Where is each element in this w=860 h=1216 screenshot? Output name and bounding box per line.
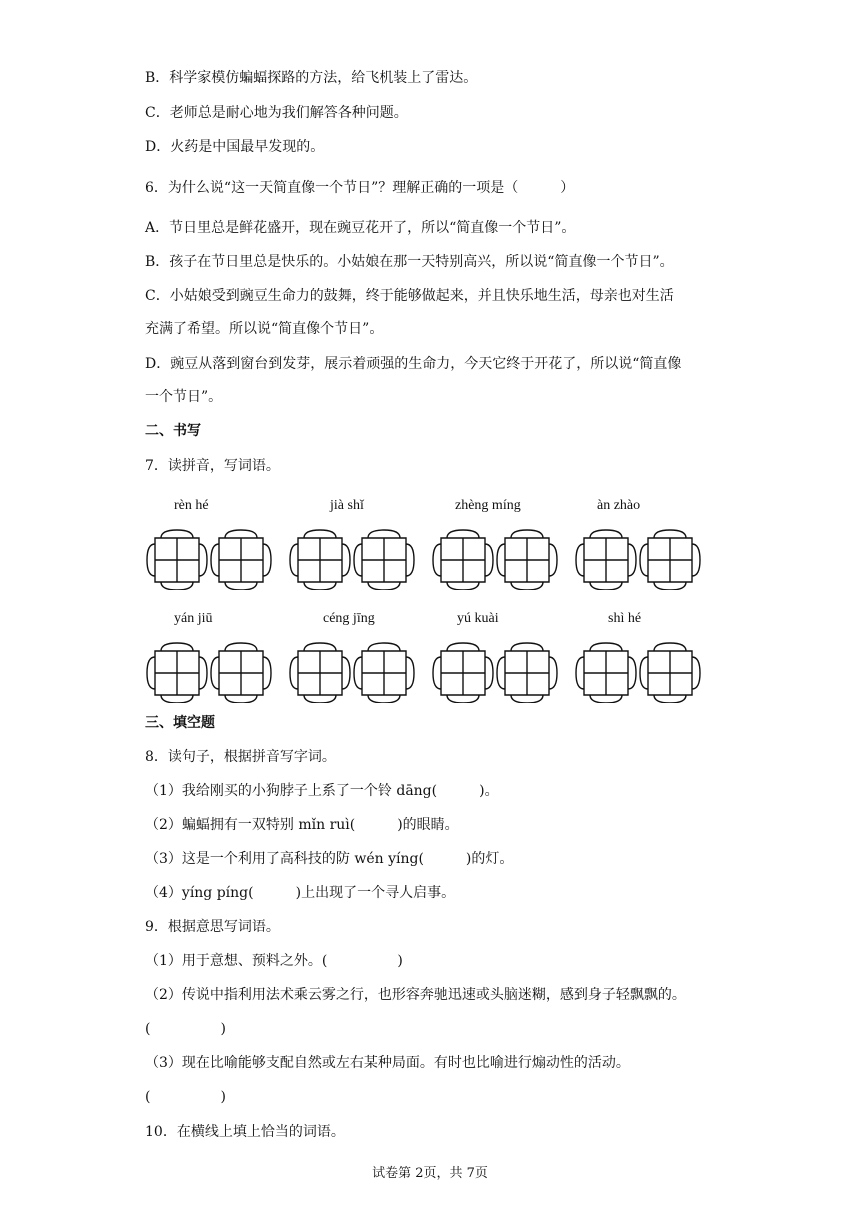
option-5b: B．科学家模仿蝙蝠探路的方法，给飞机装上了雷达。	[145, 70, 478, 86]
question-6: 6．为什么说“这一天简直像一个节日”？理解正确的一项是（ ）	[145, 180, 575, 196]
option-6c-line2: 充满了希望。所以说“简直像个节日”。	[145, 321, 384, 337]
writing-grid	[574, 641, 704, 703]
pinyin-label: àn zhào	[597, 498, 641, 513]
writing-grid	[431, 528, 561, 590]
question-8-3: （3）这是一个利用了高科技的防 wén yíng( )的灯。	[145, 851, 514, 867]
option-6c-line1: C．小姑娘受到豌豆生命力的鼓舞，终于能够做起来，并且快乐地生活，母亲也对生活	[145, 288, 674, 304]
question-9-3: （3）现在比喻能够支配自然或左右某种局面。有时也比喻进行煽动性的活动。	[145, 1055, 630, 1071]
writing-grid	[145, 528, 275, 590]
pinyin-label: céng jīng	[323, 611, 375, 626]
question-9-2: （2）传说中指利用法术乘云雾之行，也形容奔驰迅速或头脑迷糊，感到身子轻飘飘的。	[145, 987, 686, 1003]
question-7: 7．读拼音，写词语。	[145, 458, 280, 474]
question-9-1: （1）用于意想、预料之外。( )	[145, 953, 403, 969]
answer-blank-9-2: ( )	[145, 1021, 226, 1037]
pinyin-label: zhèng míng	[455, 498, 521, 513]
option-6a: A．节日里总是鲜花盛开，现在豌豆花开了，所以“简直像一个节日”。	[145, 220, 576, 236]
question-9: 9．根据意思写词语。	[145, 919, 280, 935]
writing-grid	[574, 528, 704, 590]
pinyin-label: yán jiū	[174, 611, 213, 626]
option-6b: B．孩子在节日里总是快乐的。小姑娘在那一天特别高兴，所以说“简直像一个节日”。	[145, 254, 674, 270]
section-title-fill-blank: 三、填空题	[145, 715, 215, 731]
pinyin-label: rèn hé	[174, 498, 209, 513]
question-8: 8．读句子，根据拼音写字词。	[145, 749, 336, 765]
writing-grid	[145, 641, 275, 703]
writing-grid	[288, 528, 418, 590]
pinyin-label: jià shǐ	[330, 498, 364, 513]
answer-blank-9-3: ( )	[145, 1089, 226, 1105]
option-6d-line1: D．豌豆从落到窗台到发芽，展示着顽强的生命力，今天它终于开花了，所以说“简直像	[145, 356, 682, 372]
writing-grid	[431, 641, 561, 703]
option-6d-line2: 一个节日”。	[145, 389, 223, 405]
question-10: 10．在横线上填上恰当的词语。	[145, 1124, 345, 1140]
option-5d: D．火药是中国最早发现的。	[145, 139, 325, 155]
page-footer: 试卷第 2页，共 7页	[372, 1166, 488, 1181]
question-8-1: （1）我给刚买的小狗脖子上系了一个铃 dāng( )。	[145, 783, 499, 799]
section-title-writing: 二、书写	[145, 423, 201, 439]
writing-grid	[288, 641, 418, 703]
question-8-2: （2）蝙蝠拥有一双特别 mǐn ruì( )的眼睛。	[145, 817, 459, 833]
question-8-4: （4）yíng píng( )上出现了一个寻人启事。	[145, 885, 456, 901]
option-5c: C．老师总是耐心地为我们解答各种问题。	[145, 105, 408, 121]
pinyin-label: yú kuài	[457, 611, 499, 626]
pinyin-label: shì hé	[608, 611, 642, 626]
